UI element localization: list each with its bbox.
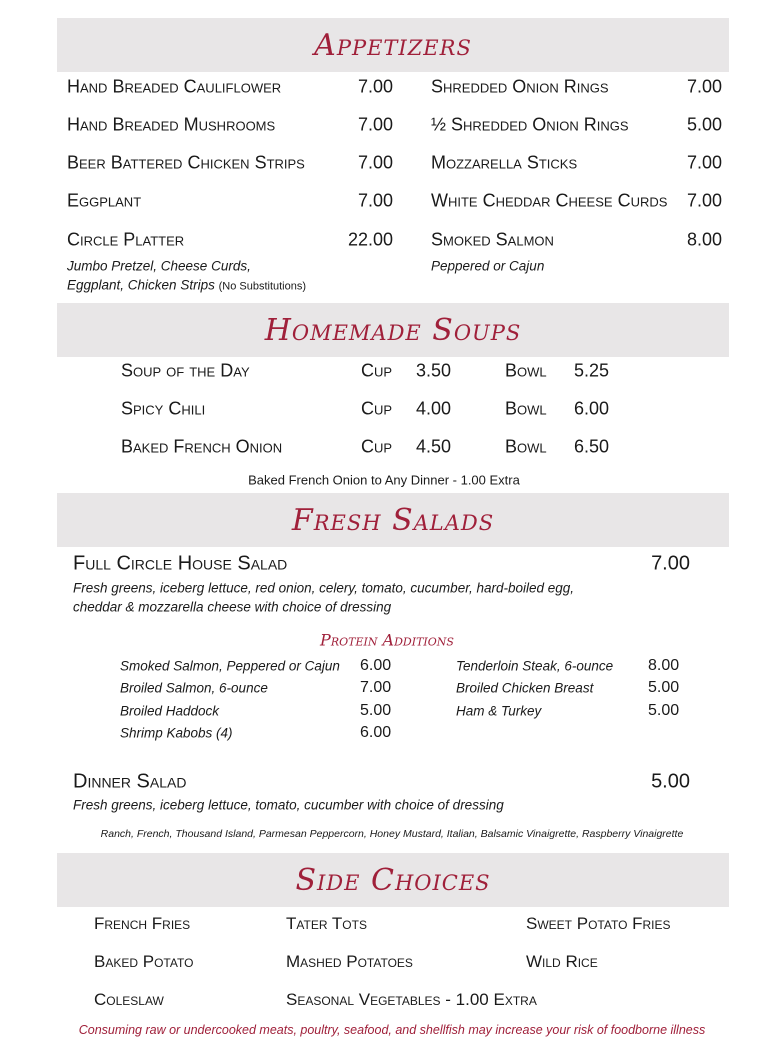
dinner-salad-desc: Fresh greens, iceberg lettuce, tomato, cucumber with choice of dressing [73, 797, 504, 813]
platter-note: (No Substitutions) [218, 280, 307, 293]
protein-name: Broiled Salmon, 6-ounce [120, 680, 268, 696]
protein-price: 5.00 [648, 679, 680, 696]
soup-name: Baked French Onion [121, 436, 283, 457]
appetizer-price: 7.00 [686, 152, 722, 173]
appetizer-price: 5.00 [686, 114, 722, 135]
appetizer-name: White Cheddar Cheese Curds [431, 190, 668, 211]
cup-price: 4.50 [416, 436, 452, 457]
soups-header [57, 303, 729, 357]
appetizer-name: Beer Battered Chicken Strips [67, 152, 305, 173]
protein-name: Smoked Salmon, Peppered or Cajun [120, 658, 340, 674]
side-item: Wild Rice [526, 952, 598, 971]
bowl-price: 6.00 [574, 398, 610, 419]
section-title: Side Choices [295, 862, 491, 898]
side-item: Sweet Potato Fries [526, 914, 671, 933]
appetizer-name: Hand Breaded Mushrooms [67, 114, 276, 135]
section-title: Homemade Soups [264, 312, 522, 348]
house-salad-price: 7.00 [651, 552, 690, 575]
protein-name: Shrimp Kabobs (4) [120, 725, 233, 741]
soup-name: Soup of the Day [121, 360, 250, 381]
bowl-label: Bowl [505, 398, 547, 419]
appetizer-name: Shredded Onion Rings [431, 76, 609, 97]
sides-header [57, 853, 729, 907]
protein-price: 6.00 [360, 724, 392, 741]
salmon-desc: Peppered or Cajun [431, 258, 545, 274]
protein-name: Broiled Chicken Breast [456, 680, 594, 696]
side-item: Baked Potato [94, 952, 194, 971]
protein-price: 5.00 [648, 702, 680, 719]
appetizer-price: 8.00 [686, 229, 722, 250]
food-safety-notice: Consuming raw or undercooked meats, poultry, seafood, and shellfish may increase your risk of foodborne illness [78, 1023, 706, 1037]
appetizer-name: ½ Shredded Onion Rings [431, 114, 629, 135]
appetizers-header [57, 18, 729, 72]
protein-title: Protein Additions [320, 630, 454, 650]
section-title: Fresh Salads [291, 502, 495, 538]
cup-label: Cup [361, 360, 393, 381]
protein-name: Tenderloin Steak, 6-ounce [456, 658, 614, 674]
bowl-label: Bowl [505, 360, 547, 381]
section-title: Appetizers [314, 27, 472, 63]
appetizer-name: Mozzarella Sticks [431, 152, 578, 173]
appetizer-name: Eggplant [67, 190, 142, 211]
protein-name: Ham & Turkey [456, 703, 542, 719]
appetizer-price: 22.00 [347, 229, 393, 250]
dinner-salad-price: 5.00 [651, 770, 690, 793]
side-item: French Fries [94, 914, 191, 933]
soup-note: Baked French Onion to Any Dinner - 1.00 Extra [248, 472, 520, 488]
protein-price: 5.00 [360, 702, 392, 719]
side-item: Seasonal Vegetables - 1.00 Extra [286, 990, 537, 1009]
side-item: Mashed Potatoes [286, 952, 413, 971]
bowl-price: 6.50 [574, 436, 610, 457]
cup-label: Cup [361, 436, 393, 457]
appetizer-price: 7.00 [357, 114, 393, 135]
bowl-label: Bowl [505, 436, 547, 457]
house-salad-name: Full Circle House Salad [73, 552, 288, 575]
cup-price: 4.00 [416, 398, 452, 419]
protein-price: 6.00 [360, 657, 392, 674]
protein-price: 8.00 [648, 657, 680, 674]
protein-price: 7.00 [360, 679, 392, 696]
appetizer-price: 7.00 [686, 76, 722, 97]
dressing-list: Ranch, French, Thousand Island, Parmesan Peppercorn, Honey Mustard, Italian, Balsamic Vinaigrette, Raspberry Vinaigrette [100, 828, 684, 840]
platter-desc-2: Eggplant, Chicken Strips [67, 277, 215, 293]
appetizer-price: 7.00 [357, 152, 393, 173]
house-salad-desc: cheddar & mozzarella cheese with choice of dressing [73, 599, 392, 615]
appetizer-name: Hand Breaded Cauliflower [67, 76, 282, 97]
protein-name: Broiled Haddock [120, 703, 220, 719]
side-item: Coleslaw [94, 990, 164, 1009]
appetizer-price: 7.00 [357, 190, 393, 211]
house-salad-desc: Fresh greens, iceberg lettuce, red onion, celery, tomato, cucumber, hard-boiled egg, [73, 580, 575, 596]
appetizer-name: Circle Platter [67, 229, 185, 250]
cup-price: 3.50 [416, 360, 452, 381]
platter-desc [67, 278, 306, 293]
dinner-salad-name: Dinner Salad [73, 770, 187, 793]
salads-header [57, 493, 729, 547]
side-item: Tater Tots [286, 914, 367, 933]
appetizer-price: 7.00 [357, 76, 393, 97]
appetizer-name: Smoked Salmon [431, 229, 554, 250]
platter-desc: Jumbo Pretzel, Cheese Curds, [67, 258, 251, 274]
bowl-price: 5.25 [574, 360, 610, 381]
appetizer-price: 7.00 [686, 190, 722, 211]
cup-label: Cup [361, 398, 393, 419]
soup-name: Spicy Chili [121, 398, 206, 419]
